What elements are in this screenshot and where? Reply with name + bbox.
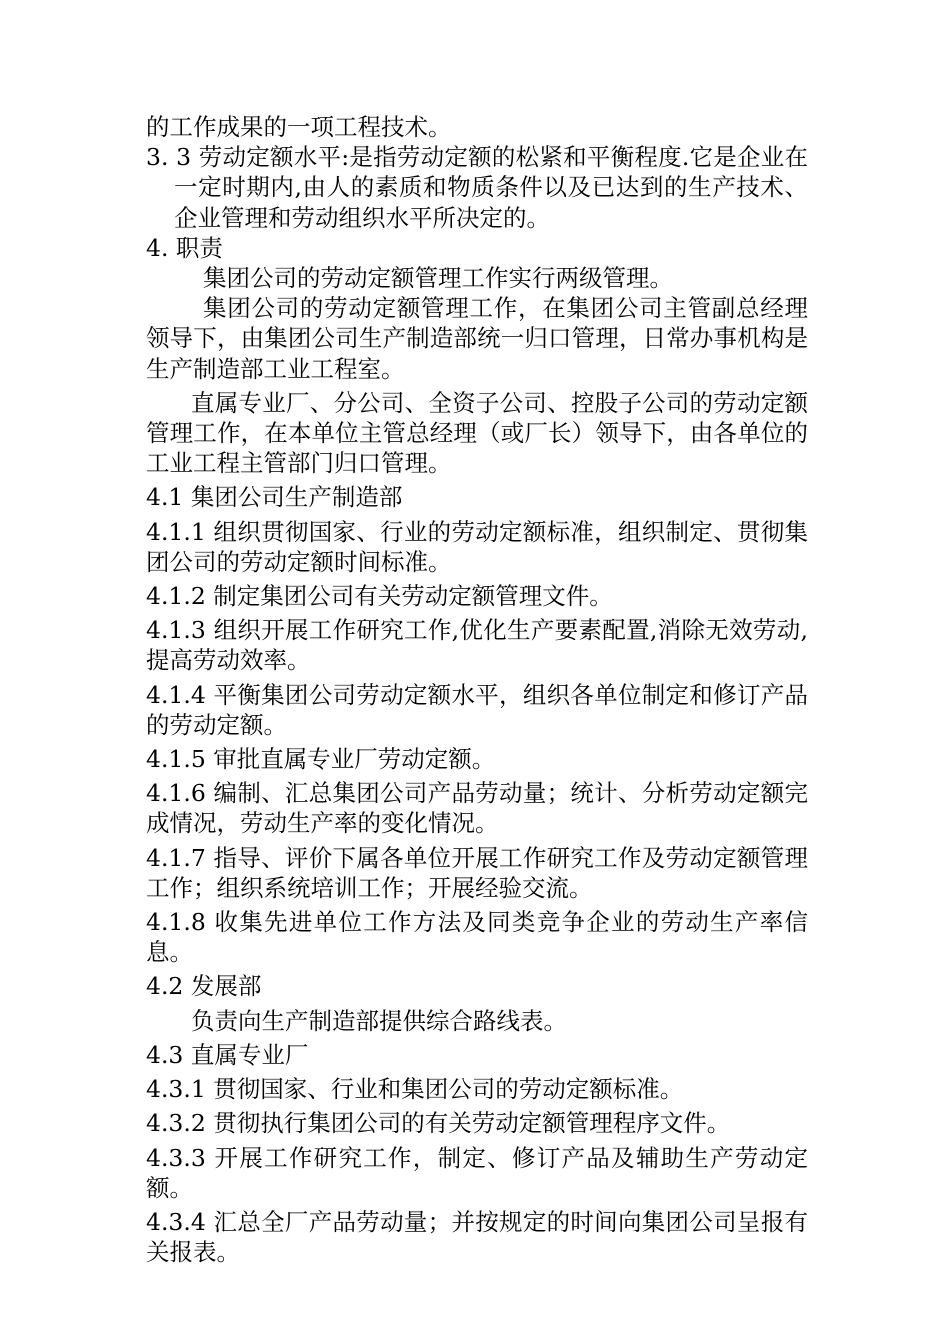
item-4-1-3: 4.1.3 组织开展工作研究工作,优化生产要素配置,消除无效劳动,提高劳动效率。 xyxy=(146,616,808,675)
paragraph-continuation: 的工作成果的一项工程技术。 xyxy=(146,113,452,141)
item-4-1-2: 4.1.2 制定集团公司有关劳动定额管理文件。 xyxy=(146,582,613,611)
item-4-1-5: 4.1.5 审批直属专业厂劳动定额。 xyxy=(146,745,496,774)
item-4-3-1: 4.3.1 贯彻国家、行业和集团公司的劳动定额标准。 xyxy=(146,1075,684,1104)
document-body xyxy=(146,112,808,1267)
item-4-1-7: 4.1.7 指导、评价下属各单位开展工作研究工作及劳动定额管理工作；组织系统培训工作；开展经验交流。 xyxy=(146,843,808,902)
paragraph-3-3: 3. 3 劳动定额水平:是指劳动定额的松紧和平衡程度.它是企业在一定时期内,由人的素质和物质条件以及已达到的生产技术、企业管理和劳动组织水平所决定的。 xyxy=(146,143,808,232)
heading-4: 4. 职责 xyxy=(146,233,223,262)
item-4-3-4: 4.3.4 汇总全厂产品劳动量；并按规定的时间向集团公司呈报有关报表。 xyxy=(146,1207,808,1267)
paragraph-duty-group: 集团公司的劳动定额管理工作，在集团公司主管副总经理领导下，由集团公司生产制造部统一归口管理，日常办事机构是生产制造部工业工程室。 xyxy=(146,294,808,383)
item-4-1-6: 4.1.6 编制、汇总集团公司产品劳动量；统计、分析劳动定额完成情况，劳动生产率的变化情况。 xyxy=(146,779,808,838)
paragraph-4-2-body: 负责向生产制造部提供综合路线表。 xyxy=(191,1006,567,1035)
heading-4-3: 4.3 直属专业厂 xyxy=(146,1040,309,1069)
item-4-3-2: 4.3.2 贯彻执行集团公司的有关劳动定额管理程序文件。 xyxy=(146,1109,731,1138)
paragraph-duty-intro: 集团公司的劳动定额管理工作实行两级管理。 xyxy=(203,264,673,293)
item-4-1-4: 4.1.4 平衡集团公司劳动定额水平，组织各单位制定和修订产品的劳动定额。 xyxy=(146,680,808,739)
paragraph-duty-units: 直属专业厂、分公司、全资子公司、控股子公司的劳动定额管理工作，在本单位主管总经理（或厂长）领导下，由各单位的工业工程主管部门归口管理。 xyxy=(146,388,808,478)
item-4-3-3: 4.3.3 开展工作研究工作，制定、修订产品及辅助生产劳动定额。 xyxy=(146,1143,808,1202)
item-4-1-1: 4.1.1 组织贯彻国家、行业的劳动定额标准，组织制定、贯彻集团公司的劳动定额时间标准。 xyxy=(146,517,808,576)
heading-4-2: 4.2 发展部 xyxy=(146,972,262,1001)
heading-4-1: 4.1 集团公司生产制造部 xyxy=(146,483,403,512)
item-4-1-8: 4.1.8 收集先进单位工作方法及同类竞争企业的劳动生产率信息。 xyxy=(146,908,808,967)
